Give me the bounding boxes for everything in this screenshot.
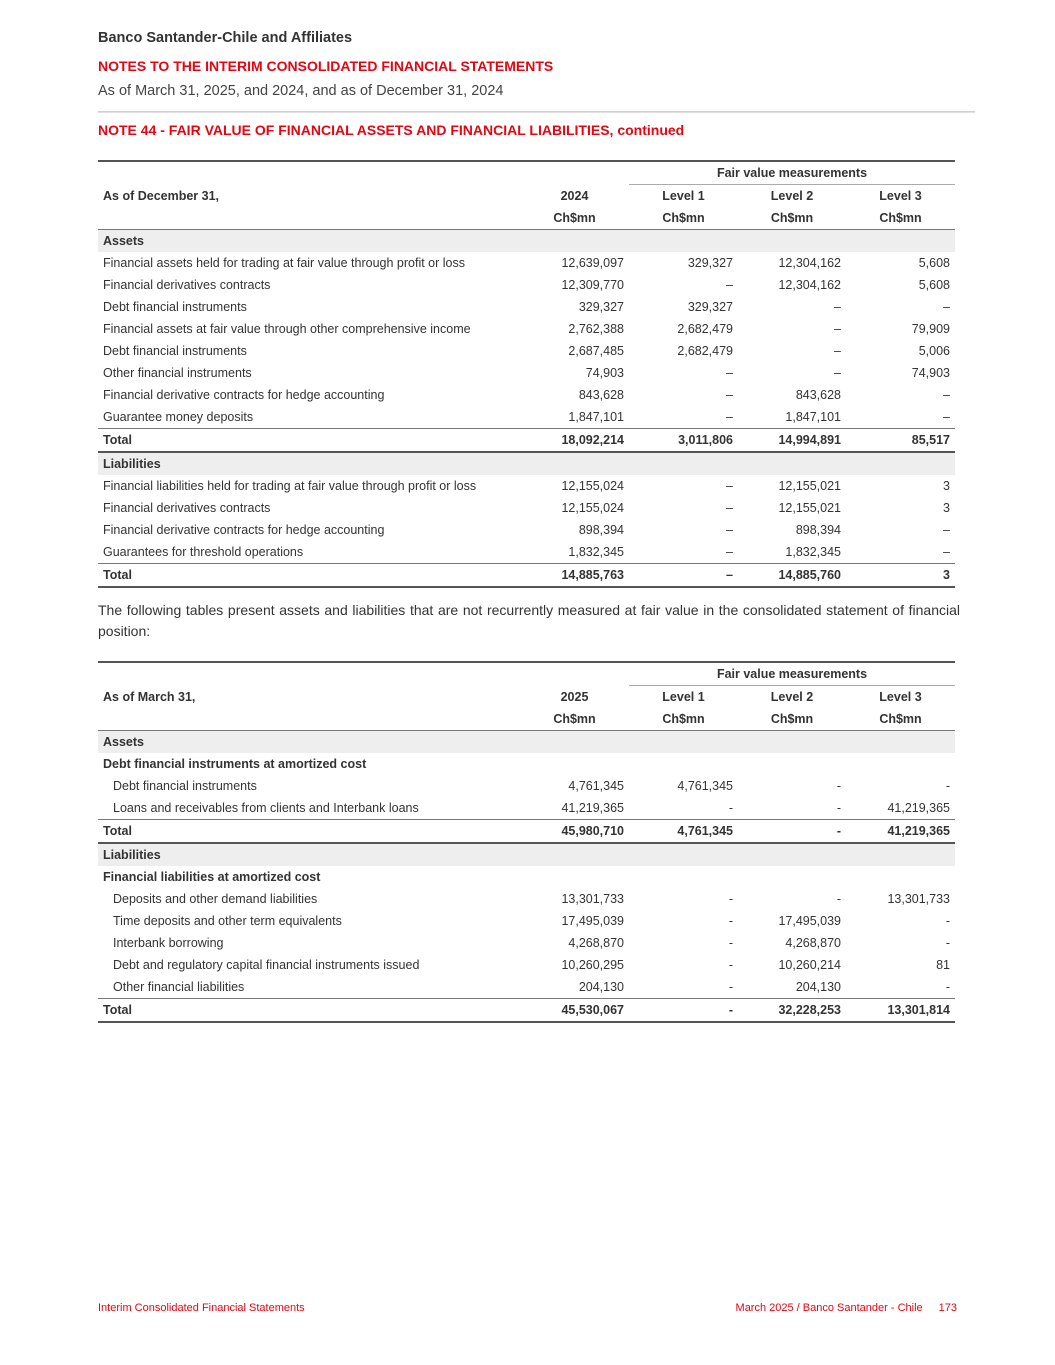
fvm-header-row	[98, 662, 955, 686]
row-value: 4,761,345	[568, 779, 624, 793]
row-value: 12,155,021	[778, 479, 841, 493]
notes-title: NOTES TO THE INTERIM CONSOLIDATED FINANCIAL STATEMENTS	[98, 58, 554, 74]
row-value: 12,639,097	[561, 256, 624, 270]
row-label: Financial assets at fair value through other comprehensive income	[103, 322, 471, 336]
fair-value-table-december	[98, 160, 955, 588]
row-value: -	[728, 914, 733, 928]
row-value: 1,847,101	[785, 410, 841, 424]
liabilities-total-row	[98, 564, 955, 588]
row-value: 12,304,162	[778, 278, 841, 292]
column-header: Level 1	[662, 189, 705, 203]
fair-value-header: Fair value measurements	[629, 161, 955, 185]
table-row	[98, 976, 955, 999]
row-value: 1,832,345	[785, 545, 841, 559]
row-value: -	[945, 914, 950, 928]
column-header: Level 2	[770, 189, 814, 203]
row-label: Debt financial instruments	[113, 779, 257, 793]
row-value: 74,903	[585, 366, 624, 380]
total-label: Total	[98, 820, 520, 844]
row-label: Deposits and other demand liabilities	[113, 892, 318, 906]
unit-label: Ch$mn	[846, 207, 955, 230]
table-row	[98, 932, 955, 954]
row-value: 12,155,021	[778, 501, 841, 515]
row-value: –	[726, 366, 733, 380]
row-value: –	[943, 410, 950, 424]
row-value: 13,301,733	[561, 892, 624, 906]
liabilities-total-row	[98, 999, 955, 1023]
row-label: Loans and receivables from clients and Interbank loans	[113, 801, 419, 815]
row-value: 79,909	[911, 322, 950, 336]
row-value: 204,130	[578, 980, 624, 994]
header-divider	[98, 111, 975, 113]
note-title: NOTE 44 - FAIR VALUE OF FINANCIAL ASSETS AND FINANCIAL LIABILITIES, continued	[98, 122, 685, 138]
row-value: -	[945, 779, 950, 793]
row-label: Time deposits and other term equivalents	[113, 914, 342, 928]
company-name: Banco Santander-Chile and Affiliates	[98, 30, 353, 46]
row-value: 4,268,870	[785, 936, 841, 950]
row-value: -	[836, 892, 841, 906]
row-value: 41,219,365	[561, 801, 624, 815]
liabilities-subsection-row	[98, 866, 955, 888]
assets-section-row	[98, 230, 955, 253]
liabilities-section-row	[98, 843, 955, 866]
table-row	[98, 775, 955, 797]
table-row	[98, 954, 955, 976]
row-value: 10,260,295	[561, 958, 624, 972]
row-value: 843,628	[795, 388, 841, 402]
table-row	[98, 384, 955, 406]
row-value: –	[726, 410, 733, 424]
row-value: –	[943, 300, 950, 314]
row-value: 3	[943, 479, 950, 493]
table-as-of-label: As of March 31,	[103, 689, 196, 704]
table-row	[98, 910, 955, 932]
total-value: 32,228,253	[738, 999, 846, 1023]
row-value: 4,268,870	[568, 936, 624, 950]
row-value: –	[726, 523, 733, 537]
row-value: -	[728, 958, 733, 972]
total-label: Total	[98, 429, 520, 453]
unit-row	[98, 207, 955, 230]
row-value: –	[834, 322, 841, 336]
document-header	[98, 30, 978, 103]
empty-cell	[98, 662, 520, 686]
row-label: Interbank borrowing	[113, 936, 224, 950]
total-value: 4,761,345	[629, 820, 738, 844]
row-value: -	[728, 980, 733, 994]
as-of-date: As of March 31, 2025, and 2024, and as of December 31, 2024	[98, 83, 504, 99]
fvm-header-row	[98, 161, 955, 185]
total-label: Total	[98, 999, 520, 1023]
row-label: Financial derivative contracts for hedge accounting	[103, 388, 385, 402]
row-label: Other financial instruments	[103, 366, 252, 380]
row-value: -	[728, 801, 733, 815]
amortized-cost-table-march	[98, 661, 955, 1023]
table-row	[98, 406, 955, 429]
liabilities-section-label: Liabilities	[98, 843, 955, 866]
row-label: Financial assets held for trading at fair value through profit or loss	[103, 256, 465, 270]
table-row	[98, 519, 955, 541]
fair-value-header: Fair value measurements	[629, 662, 955, 686]
empty-cell	[98, 708, 520, 731]
row-value: 5,608	[918, 256, 950, 270]
table-row	[98, 888, 955, 910]
row-value: –	[834, 344, 841, 358]
page-number: 173	[938, 1302, 957, 1314]
total-value: 14,885,763	[520, 564, 629, 588]
row-value: -	[945, 936, 950, 950]
unit-label: Ch$mn	[738, 708, 846, 731]
row-value: 898,394	[795, 523, 841, 537]
row-value: 74,903	[911, 366, 950, 380]
total-label: Total	[98, 564, 520, 588]
total-value: 18,092,214	[520, 429, 629, 453]
row-label: Financial derivative contracts for hedge accounting	[103, 523, 385, 537]
row-value: 1,847,101	[568, 410, 624, 424]
column-header: Level 1	[662, 690, 705, 704]
assets-subsection-label: Debt financial instruments at amortized cost	[103, 757, 367, 771]
column-header: Level 3	[879, 189, 922, 203]
total-value: 45,530,067	[520, 999, 629, 1023]
row-value: 204,130	[795, 980, 841, 994]
total-value: -	[738, 820, 846, 844]
row-value: 81	[936, 958, 950, 972]
column-header: 2025	[560, 689, 589, 704]
row-value: –	[726, 545, 733, 559]
total-value: 13,301,814	[846, 999, 955, 1023]
row-value: 1,832,345	[568, 545, 624, 559]
table-row	[98, 541, 955, 564]
unit-row	[98, 708, 955, 731]
row-value: –	[726, 479, 733, 493]
row-value: 2,682,479	[677, 344, 733, 358]
assets-total-row	[98, 820, 955, 844]
assets-section-label: Assets	[98, 230, 955, 253]
unit-label: Ch$mn	[846, 708, 955, 731]
row-value: –	[834, 300, 841, 314]
row-value: –	[726, 501, 733, 515]
row-value: 329,327	[687, 256, 733, 270]
row-value: 4,761,345	[677, 779, 733, 793]
row-value: -	[836, 779, 841, 793]
total-value: 85,517	[846, 429, 955, 453]
row-value: 12,155,024	[561, 501, 624, 515]
total-value: 14,994,891	[738, 429, 846, 453]
assets-total-row	[98, 429, 955, 453]
row-label: Debt and regulatory capital financial instruments issued	[113, 958, 420, 972]
unit-label: Ch$mn	[520, 708, 629, 731]
row-label: Debt financial instruments	[103, 300, 247, 314]
column-header: 2024	[560, 188, 589, 203]
column-header-row	[98, 686, 955, 709]
total-value: 3	[846, 564, 955, 588]
intro-paragraph: The following tables present assets and liabilities that are not recurrently measured at fair value in the consolidated statement of financial position:	[98, 602, 960, 639]
row-value: 843,628	[578, 388, 624, 402]
row-value: 2,762,388	[568, 322, 624, 336]
row-value: –	[726, 278, 733, 292]
assets-subsection-row	[98, 753, 955, 775]
row-label: Financial derivatives contracts	[103, 278, 271, 292]
row-value: 12,155,024	[561, 479, 624, 493]
table-row	[98, 318, 955, 340]
table-row	[98, 296, 955, 318]
row-value: 329,327	[687, 300, 733, 314]
liabilities-section-row	[98, 452, 955, 475]
row-value: -	[945, 980, 950, 994]
table-row	[98, 340, 955, 362]
row-value: 2,682,479	[677, 322, 733, 336]
liabilities-subsection-label: Financial liabilities at amortized cost	[103, 870, 321, 884]
total-value: 14,885,760	[738, 564, 846, 588]
column-header: Level 2	[770, 690, 814, 704]
row-label: Financial liabilities held for trading at fair value through profit or loss	[103, 479, 477, 493]
row-value: 12,309,770	[561, 278, 624, 292]
total-value: –	[629, 564, 738, 588]
row-label: Guarantees for threshold operations	[103, 545, 304, 559]
row-value: 10,260,214	[778, 958, 841, 972]
unit-label: Ch$mn	[738, 207, 846, 230]
empty-cell	[98, 207, 520, 230]
row-value: -	[728, 936, 733, 950]
row-value: –	[726, 388, 733, 402]
row-label: Debt financial instruments	[103, 344, 247, 358]
unit-label: Ch$mn	[520, 207, 629, 230]
assets-section-label: Assets	[98, 731, 955, 754]
empty-cell	[520, 161, 629, 185]
unit-label: Ch$mn	[629, 708, 738, 731]
empty-cell	[520, 662, 629, 686]
row-value: –	[943, 545, 950, 559]
row-label: Other financial liabilities	[113, 980, 245, 994]
row-value: 329,327	[578, 300, 624, 314]
row-value: -	[836, 801, 841, 815]
row-value: –	[834, 366, 841, 380]
column-header: Level 3	[879, 690, 922, 704]
row-value: 3	[943, 501, 950, 515]
total-value: -	[629, 999, 738, 1023]
table-row	[98, 252, 955, 274]
footer-document: March 2025 / Banco Santander - Chile	[735, 1302, 923, 1314]
row-value: 5,608	[918, 278, 950, 292]
row-value: –	[943, 523, 950, 537]
footer-right	[736, 1302, 957, 1314]
row-value: 41,219,365	[887, 801, 950, 815]
row-value: 2,687,485	[568, 344, 624, 358]
unit-label: Ch$mn	[629, 207, 738, 230]
row-value: 898,394	[578, 523, 624, 537]
row-value: -	[728, 892, 733, 906]
row-value: 17,495,039	[561, 914, 624, 928]
column-header-row	[98, 185, 955, 208]
footer-left: Interim Consolidated Financial Statements	[98, 1302, 305, 1314]
liabilities-section-label: Liabilities	[98, 452, 955, 475]
row-value: 5,006	[918, 344, 950, 358]
table-row	[98, 797, 955, 820]
table-row	[98, 274, 955, 296]
table-row	[98, 362, 955, 384]
assets-section-row	[98, 731, 955, 754]
row-value: –	[943, 388, 950, 402]
total-value: 3,011,806	[629, 429, 738, 453]
row-value: 13,301,733	[887, 892, 950, 906]
total-value: 45,980,710	[520, 820, 629, 844]
empty-cell	[98, 161, 520, 185]
row-label: Financial derivatives contracts	[103, 501, 271, 515]
row-label: Guarantee money deposits	[103, 410, 254, 424]
table-row	[98, 497, 955, 519]
row-value: 12,304,162	[778, 256, 841, 270]
total-value: 41,219,365	[846, 820, 955, 844]
row-value: 17,495,039	[778, 914, 841, 928]
table-row	[98, 475, 955, 497]
table-as-of-label: As of December 31,	[103, 188, 220, 203]
